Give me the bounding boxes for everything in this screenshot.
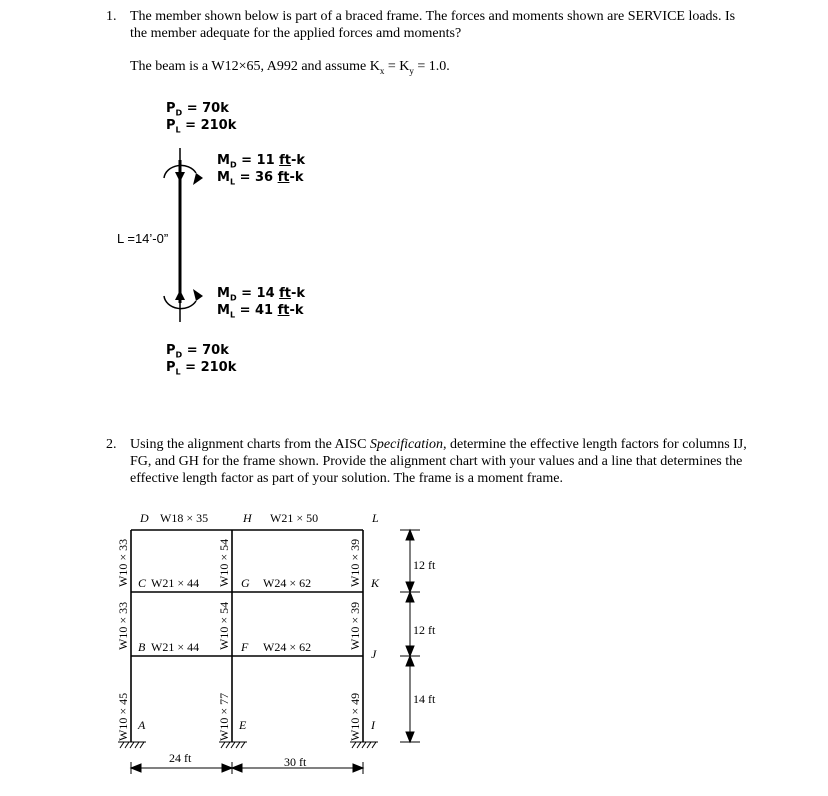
col-gh-label: W10 × 54 xyxy=(217,538,231,587)
bay-right-dim: 30 ft xyxy=(284,755,307,769)
top-ml-label: $M_L = 36$ ft-k xyxy=(217,170,304,187)
q2-line-1: Using the alignment charts from the AISC Specification, determine the effective length factors for columns IJ, xyxy=(130,437,747,452)
q2-number: 2. xyxy=(106,437,117,452)
bottom-pd-label: $P_D = 70k$ xyxy=(166,343,229,360)
node-f: F xyxy=(241,640,249,654)
story-mid-dim: 12 ft xyxy=(413,623,436,637)
beam-hl-label: W21 × 50 xyxy=(270,511,319,525)
bottom-pl-label: $P_L = 210k$ xyxy=(166,360,237,377)
bottom-md-label: $M_D = 14$ ft-k xyxy=(217,286,306,303)
node-h: H xyxy=(243,511,252,525)
col-kl-label: W10 × 39 xyxy=(348,538,362,587)
node-a: A xyxy=(138,718,146,732)
fixed-supports xyxy=(118,742,378,748)
q1-number: 1. xyxy=(106,9,117,24)
node-j: J xyxy=(371,647,377,661)
node-d: D xyxy=(140,511,149,525)
q1-line-1: The member shown below is part of a braced frame. The forces and moments shown are SERVICE loads. Is xyxy=(130,9,736,24)
node-b: B xyxy=(138,640,146,654)
col-cd-label: W10 × 33 xyxy=(116,538,130,587)
q2-line-2: FG, and GH for the frame shown. Provide the alignment chart with your values and a line that determines the xyxy=(130,454,743,469)
length-label: L =14’-0” xyxy=(117,231,169,246)
bottom-ml-label: $M_L = 41$ ft-k xyxy=(217,303,304,320)
beam-gk-label: W24 × 62 xyxy=(263,576,312,590)
q2-line-3: effective length factor as part of your solution. The frame is a moment frame. xyxy=(130,471,563,486)
col-jk-label: W10 × 39 xyxy=(348,601,362,650)
story-top-dim: 12 ft xyxy=(413,558,436,572)
top-md-label: $M_D = 11$ ft-k xyxy=(217,153,306,170)
col-ab-label: W10 × 45 xyxy=(116,692,130,741)
node-l: L xyxy=(372,511,379,525)
beam-cg-label: W21 × 44 xyxy=(151,576,200,590)
node-c: C xyxy=(138,576,147,590)
q1-beam-statement: The beam is a W12×65, A992 and assume $K_x = K_y = 1.0$. xyxy=(130,59,450,76)
q1-line-2: the member adequate for the applied forces amd moments? xyxy=(130,26,462,41)
top-pl-label: $P_L = 210k$ xyxy=(166,118,237,135)
node-e: E xyxy=(239,718,247,732)
bay-dimensions xyxy=(131,762,363,774)
top-pd-label: $P_D = 70k$ xyxy=(166,101,229,118)
beam-fj-label: W24 × 62 xyxy=(263,640,312,654)
node-k: K xyxy=(371,576,380,590)
beam-dh-label: W18 × 35 xyxy=(160,511,209,525)
col-ef-label: W10 × 77 xyxy=(217,692,231,741)
beam-bf-label: W21 × 44 xyxy=(151,640,200,654)
story-bot-dim: 14 ft xyxy=(413,692,436,706)
col-bc-label: W10 × 33 xyxy=(116,601,130,650)
col-fg-label: W10 × 54 xyxy=(217,601,231,650)
node-g: G xyxy=(241,576,250,590)
col-ij-label: W10 × 49 xyxy=(348,692,362,741)
node-i: I xyxy=(371,718,375,732)
bay-left-dim: 24 ft xyxy=(169,751,192,765)
